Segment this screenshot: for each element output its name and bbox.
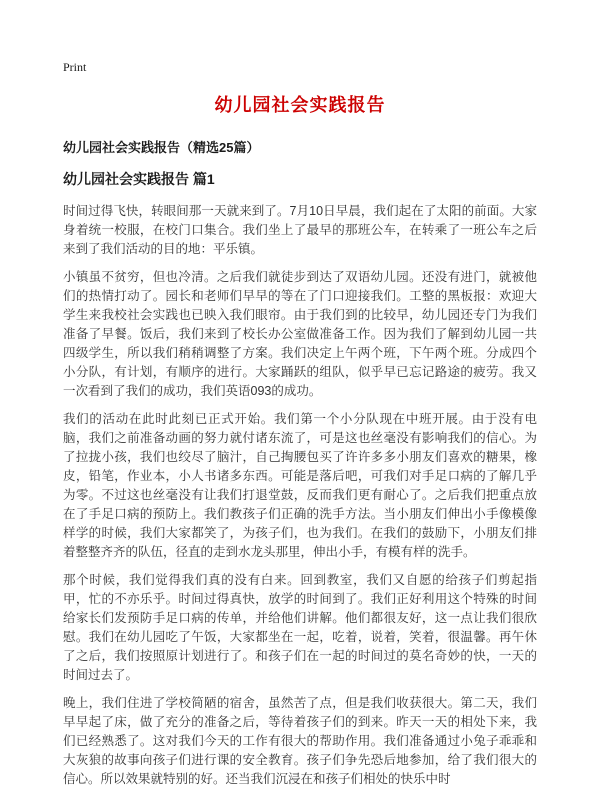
document-title: 幼儿园社会实践报告: [214, 95, 386, 115]
section-heading-part1: 幼儿园社会实践报告 篇1: [63, 171, 215, 187]
paragraph-3: 我们的活动在此时此刻已正式开始。我们第一个小分队现在中班开展。由于没有电脑，我们之前准备动画的努力就付诸东流了，可是这也丝毫没有影响我们的信心。为了拉拢小孩，我们也绞尽了脑汁，自己掏腰包买了许许多多小朋友们喜欢的糖果，橡皮，铅笔，作业本，小人书诸多东西。可能是落后吧，可我们对手足口病的了解几乎为零。不过这也丝毫没有让我们打退堂鼓，反而我们更有耐心了。之后我们把重点放在了手足口病的预防上。我们教孩子们正确的洗手方法。当小朋友们伸出小手像模像样学的时候，我们大家都笑了，为孩子们，也为我们。在我们的鼓励下，小朋友们排着整整齐齐的队伍，径直的走到水龙头那里，伸出小手，有模有样的洗手。: [63, 412, 537, 559]
paragraph-2: 小镇虽不贫穷，但也冷清。之后我们就徒步到达了双语幼儿园。还没有进门，就被他们的热情打动了。园长和老师们早早的等在了门口迎接我们。工整的黑板报：欢迎大学生来我校社会实践也已映入我们眼帘。由于我们到的比较早，幼儿园还专门为我们准备了早餐。饭后，我们来到了校长办公室做准备工作。因为我们了解到幼儿园一共四级学生，所以我们稍稍调整了方案。我们决定上午两个班，下午两个班。分成四个小分队，有计划，有顺序的进行。大家踊跃的组队，似乎早已忘记路途的疲劳。我又一次看到了我们的成功，我们英语093的成功。: [63, 270, 537, 398]
paragraph-1: 时间过得飞快，转眼间那一天就来到了。7月10日早晨，我们起在了太阳的前面。大家身着统一校服，在校门口集合。我们坐上了最早的那班公车，在转乘了一班公车之后来到了我们活动的目的地：平乐镇。: [63, 204, 537, 256]
paragraph-4: 那个时候，我们觉得我们真的没有白来。回到教室，我们又自愿的给孩子们剪起指甲，忙的不亦乐乎。时间过得真快，放学的时间到了。我们正好利用这个特殊的时间给家长们发预防手足口病的传单，并给他们讲解。他们都很友好，这一点让我们很欣慰。我们在幼儿园吃了午饭，大家都坐在一起，吃着，说着，笑着，很温馨。再午休了之后，我们按照原计划进行了。和孩子们在一起的时间过的莫名奇妙的快，一天的时间过去了。: [63, 573, 537, 682]
print-link[interactable]: Print: [63, 60, 87, 74]
paragraph-5: 晚上，我们住进了学校简陋的宿舍，虽然苦了点，但是我们收获很大。第二天，我们早早起了床，做了充分的准备之后，等待着孩子们的到来。昨天一天的相处下来，我们已经熟悉了。这对我们今天的工作有很大的帮助作用。我们准备通过小兔子乖乖和大灰狼的故事向孩子们进行课的安全教育。孩子们争先恐后地参加，给了我们很大的信心。所以效果就特别的好。还当我们沉浸在和孩子们相处的快乐中时: [63, 696, 537, 786]
document-subtitle: 幼儿园社会实践报告（精选25篇）: [63, 140, 260, 155]
